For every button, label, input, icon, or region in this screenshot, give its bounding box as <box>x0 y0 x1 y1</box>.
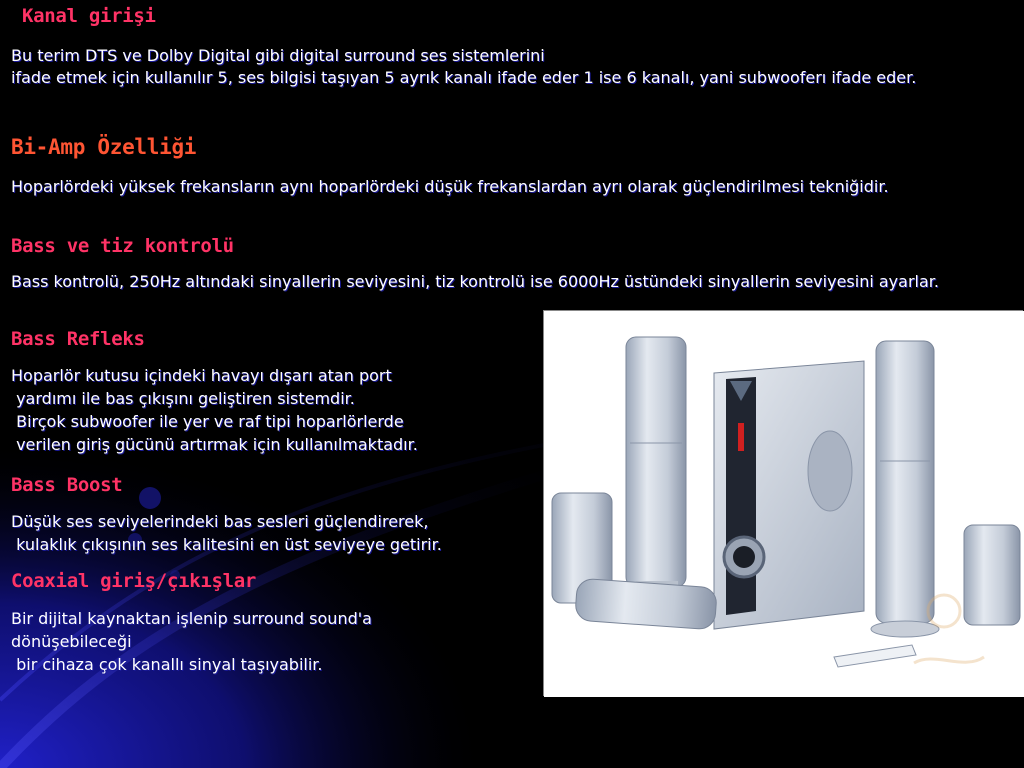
paragraph-line: Hoparlör kutusu içindeki havayı dışarı atan port <box>11 366 392 385</box>
heading-coaxial: Coaxial giriş/çıkışlar <box>11 570 257 592</box>
paragraph-kanal-girisi-2: ifade etmek için kullanılır 5, ses bilgisi taşıyan 5 ayrık kanalı ifade eder 1 ise 6 kanalı, yani subwooferı ifade eder. <box>11 68 917 87</box>
heading-kanal-girisi: Kanal girişi <box>22 5 156 27</box>
remote-control <box>834 645 916 667</box>
heading-bi-amp: Bi-Amp Özelliği <box>11 135 197 159</box>
paragraph-bass-tiz: Bass kontrolü, 250Hz altındaki sinyallerin seviyesini, tiz kontrolü ise 6000Hz üstündeki sinyallerin seviyesini ayarlar. <box>11 272 939 291</box>
paragraph-line: bir cihaza çok kanallı sinyal taşıyabilir. <box>11 655 323 674</box>
paragraph-line: Düşük ses seviyelerindeki bas sesleri güçlendirerek, <box>11 512 429 531</box>
right-tower-speaker <box>871 341 939 637</box>
paragraph-kanal-girisi-1: Bu terim DTS ve Dolby Digital gibi digital surround ses sistemlerini <box>11 46 545 65</box>
heading-bass-refleks: Bass Refleks <box>11 328 145 350</box>
paragraph-line: Bir dijital kaynaktan işlenip surround sound'a <box>11 609 372 628</box>
paragraph-line: Birçok subwoofer ile yer ve raf tipi hoparlörlerde <box>11 412 404 431</box>
heading-bass-boost: Bass Boost <box>11 474 123 496</box>
center-speaker <box>575 578 718 630</box>
paragraph-line: verilen giriş gücünü artırmak için kullanılmaktadır. <box>11 435 418 454</box>
surround-speaker-system-photo <box>544 311 1024 697</box>
right-satellite-speaker <box>964 525 1020 625</box>
heading-bass-tiz: Bass ve tiz kontrolü <box>11 235 234 257</box>
paragraph-bass-refleks <box>11 364 418 456</box>
paragraph-bi-amp: Hoparlördeki yüksek frekansların aynı hoparlördeki düşük frekanslardan ayrı olarak güçlendirilmesi tekniğidir. <box>11 177 889 196</box>
paragraph-line: dönüşebileceği <box>11 632 132 651</box>
paragraph-coaxial <box>11 607 372 676</box>
paragraph-bass-boost <box>11 510 442 556</box>
paragraph-line: kulaklık çıkışının ses kalitesini en üst seviyeye getirir. <box>11 535 442 554</box>
paragraph-line: yardımı ile bas çıkışını geliştiren sistemdir. <box>11 389 355 408</box>
left-tower-speaker <box>626 337 686 591</box>
subwoofer <box>714 361 864 629</box>
